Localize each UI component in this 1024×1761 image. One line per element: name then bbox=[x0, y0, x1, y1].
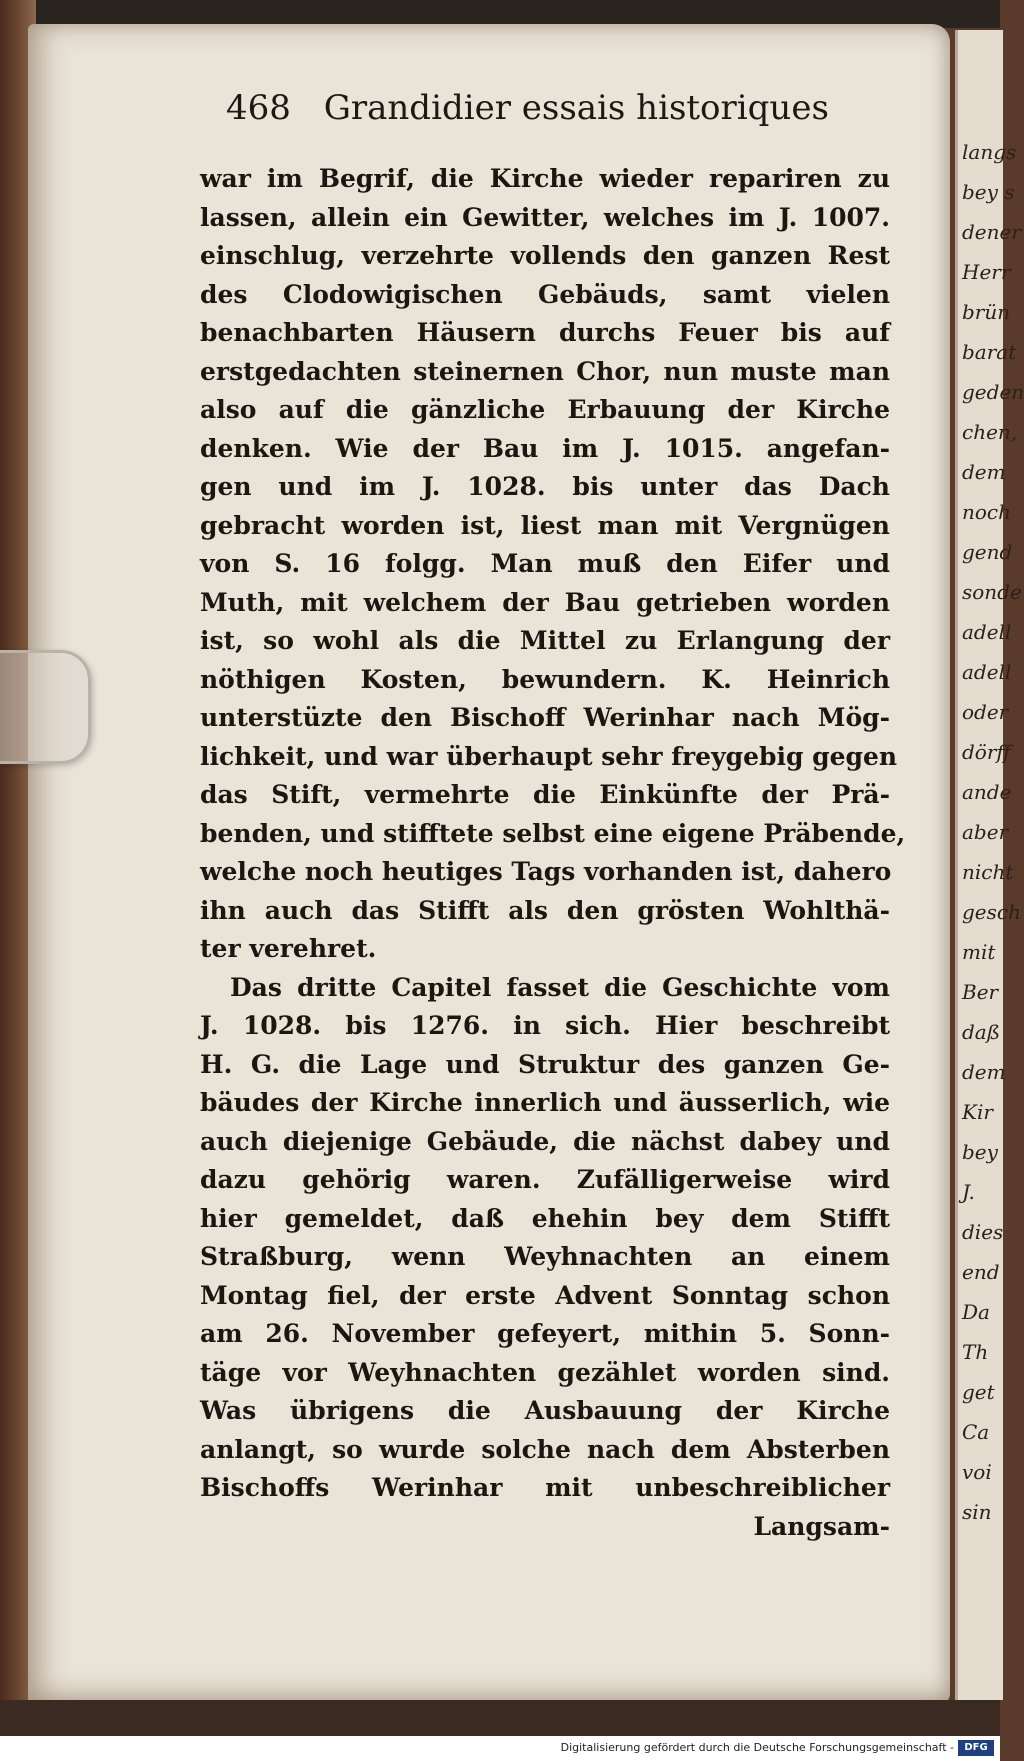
fragment-line: gend bbox=[962, 540, 1013, 564]
fragment-line: dem bbox=[962, 460, 1006, 484]
fragment-line: bey s bbox=[962, 180, 1015, 204]
fragment-line: adell bbox=[962, 620, 1012, 644]
text-line: ihn auch das Stifft als den grösten Wohlthä- bbox=[200, 895, 890, 925]
text-line: anlangt, so wurde solche nach dem Absterben bbox=[200, 1434, 890, 1464]
fragment-line: Ber bbox=[962, 980, 999, 1004]
fragment-line: dörff bbox=[962, 740, 1011, 764]
fragment-line: sonde bbox=[962, 580, 1022, 604]
text-line: lassen, allein ein Gewitter, welches im J. 1007. bbox=[200, 202, 890, 232]
fragment-line: Kir bbox=[962, 1100, 993, 1124]
text-line: H. G. die Lage und Struktur des ganzen Ge- bbox=[200, 1049, 890, 1079]
page-header bbox=[226, 88, 829, 138]
fragment-line: langs bbox=[962, 140, 1017, 164]
fragment-line: geden bbox=[962, 380, 1024, 404]
text-line: hier gemeldet, daß ehehin bey dem Stifft bbox=[200, 1203, 890, 1233]
text-line: also auf die gänzliche Erbauung der Kirche bbox=[200, 395, 890, 424]
text-line: bäudes der Kirche innerlich und äusserlich, wie bbox=[200, 1088, 890, 1117]
text-line: welche noch heutiges Tags vorhanden ist, dahero bbox=[200, 857, 892, 886]
text-line: war im Begrif, die Kirche wieder repariren zu bbox=[200, 164, 890, 193]
next-page-fragments bbox=[962, 140, 1024, 1540]
attribution-text: Digitalisierung gefördert durch die Deutsche Forschungsgemeinschaft - bbox=[560, 1741, 954, 1754]
fragment-line: brün bbox=[962, 300, 1011, 324]
text-line: ter verehret. bbox=[200, 934, 377, 963]
text-line: dazu gehörig waren. Zufälligerweise wird bbox=[200, 1165, 890, 1194]
text-line: nöthigen Kosten, bewundern. K. Heinrich bbox=[200, 664, 890, 694]
fragment-line: aber bbox=[962, 820, 1009, 844]
fragment-line: Th bbox=[962, 1340, 989, 1364]
attribution-bar bbox=[0, 1736, 1000, 1761]
text-line: das Stift, vermehrte die Einkünfte der Prä- bbox=[200, 780, 890, 809]
fragment-line: noch bbox=[962, 500, 1012, 524]
running-title: Grandidier essais historiques bbox=[323, 88, 829, 128]
catchword: Langsam- bbox=[753, 1511, 890, 1541]
text-line: Bischoffs Werinhar mit unbeschreiblicher bbox=[200, 1473, 890, 1502]
fragment-line: oder bbox=[962, 700, 1009, 724]
fragment-line: Da bbox=[962, 1300, 990, 1324]
text-line: unterstüzte den Bischoff Werinhar nach Mög- bbox=[200, 703, 890, 732]
text-line: denken. Wie der Bau im J. 1015. angefan- bbox=[200, 433, 890, 463]
text-line: ist, so wohl als die Mittel zu Erlangung der bbox=[200, 626, 890, 655]
fragment-line: dies bbox=[962, 1220, 1004, 1244]
text-line: Straßburg, wenn Weyhnachten an einem bbox=[200, 1242, 890, 1271]
next-page-edge bbox=[955, 30, 1024, 1700]
bookmark-clip bbox=[0, 650, 91, 764]
fragment-line: barat bbox=[962, 340, 1017, 364]
body-text bbox=[200, 160, 906, 1546]
fragment-line: ande bbox=[962, 780, 1012, 804]
fragment-line: Ca bbox=[962, 1420, 990, 1444]
text-line: gen und im J. 1028. bis unter das Dach bbox=[200, 472, 890, 501]
fragment-line: chen, bbox=[962, 420, 1018, 444]
fragment-line: daß bbox=[962, 1020, 1001, 1044]
text-line: benden, und stifftete selbst eine eigene Präbende, bbox=[200, 818, 906, 848]
text-line: lichkeit, und war überhaupt sehr freygebig gegen bbox=[200, 741, 898, 771]
fragment-line: adell bbox=[962, 660, 1012, 684]
dfg-logo: DFG bbox=[958, 1740, 994, 1756]
fragment-line: sin bbox=[962, 1500, 992, 1524]
text-line: auch diejenige Gebäude, die nächst dabey und bbox=[200, 1126, 890, 1156]
text-line: erstgedachten steinernen Chor, nun muste man bbox=[200, 356, 890, 386]
text-line: des Clodowigischen Gebäuds, samt vielen bbox=[200, 279, 890, 309]
text-line: täge vor Weyhnachten gezählet worden sind. bbox=[200, 1357, 890, 1387]
fragment-line: nicht bbox=[962, 860, 1014, 884]
fragment-line: end bbox=[962, 1260, 1000, 1284]
text-line: Muth, mit welchem der Bau getrieben worden bbox=[200, 587, 890, 617]
fragment-line: J. bbox=[962, 1180, 975, 1204]
fragment-line: dener bbox=[962, 220, 1021, 244]
text-line: Was übrigens die Ausbauung der Kirche bbox=[200, 1396, 890, 1425]
fragment-line: dem bbox=[962, 1060, 1006, 1084]
text-line: von S. 16 folgg. Man muß den Eifer und bbox=[200, 549, 890, 578]
fragment-line: mit bbox=[962, 940, 996, 964]
page-number: 468 bbox=[226, 88, 291, 128]
text-line: am 26. November gefeyert, mithin 5. Sonn- bbox=[200, 1319, 890, 1348]
text-line: gebracht worden ist, liest man mit Vergnügen bbox=[200, 510, 890, 540]
fragment-line: voi bbox=[962, 1460, 992, 1484]
fragment-line: get bbox=[962, 1380, 995, 1404]
fragment-line: Herr bbox=[962, 260, 1011, 284]
text-line: Montag fiel, der erste Advent Sonntag schon bbox=[200, 1280, 890, 1310]
fragment-line: gesch bbox=[962, 900, 1021, 924]
fragment-line: bey bbox=[962, 1140, 998, 1164]
text-line: J. 1028. bis 1276. in sich. Hier beschreibt bbox=[200, 1011, 890, 1040]
text-line: benachbarten Häusern durchs Feuer bis auf bbox=[200, 318, 890, 347]
text-line: einschlug, verzehrte vollends den ganzen Rest bbox=[200, 241, 890, 270]
text-line: Das dritte Capitel fasset die Geschichte vom bbox=[230, 972, 890, 1002]
